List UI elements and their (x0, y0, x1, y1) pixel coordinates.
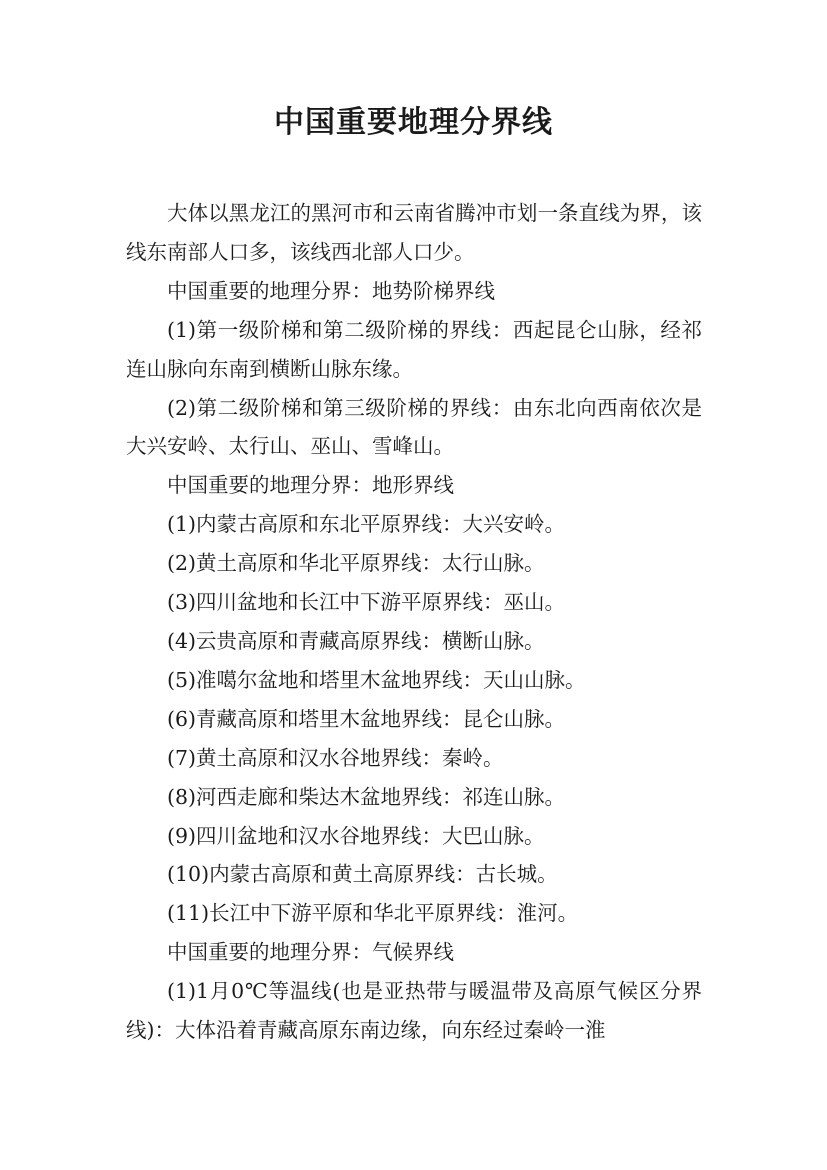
list-item: (8)河西走廊和柴达木盆地界线：祁连山脉。 (167, 784, 566, 809)
list-item: (2)黄土高原和华北平原界线：太行山脉。 (167, 551, 545, 576)
paragraph: 大体以黑龙江的黑河市和云南省腾冲市划一条直线为界，该线东南部人口多，该线西北部人口少。 (126, 201, 702, 264)
list-item: (7)黄土高原和汉水谷地界线：秦岭。 (167, 745, 504, 770)
list-item: (6)青藏高原和塔里木盆地界线：昆仑山脉。 (167, 706, 566, 731)
list-item: (4)云贵高原和青藏高原界线：横断山脉。 (167, 628, 545, 653)
list-item: (5)准噶尔盆地和塔里木盆地界线：天山山脉。 (167, 667, 586, 692)
paragraph: (1)第一级阶梯和第二级阶梯的界线：西起昆仑山脉，经祁连山脉向东南到横断山脉东缘。 (126, 317, 702, 381)
paragraph: (1)1月0℃等温线(也是亚热带与暖温带及高原气候区分界线)：大体沿着青藏高原东南边缘，向东经过秦岭一淮 (126, 979, 702, 1043)
section-heading: 中国重要的地理分界：地形界线 (167, 473, 454, 498)
list-item: (9)四川盆地和汉水谷地界线：大巴山脉。 (167, 823, 545, 848)
paragraph: (2)第二级阶梯和第三级阶梯的界线：由东北向西南依次是大兴安岭、太行山、巫山、雪峰山。 (126, 395, 702, 459)
list-item: (1)内蒙古高原和东北平原界线：大兴安岭。 (167, 512, 566, 537)
section-heading: 中国重要的地理分界：地势阶梯界线 (167, 278, 495, 303)
list-item: (11)长江中下游平原和华北平原界线：淮河。 (167, 901, 579, 926)
list-item: (3)四川盆地和长江中下游平原界线：巫山。 (167, 590, 566, 615)
section-heading: 中国重要的地理分界：气候界线 (167, 940, 454, 965)
document-title: 中国重要地理分界线 (274, 105, 553, 140)
document-body (126, 194, 702, 1050)
list-item: (10)内蒙古高原和黄土高原界线：古长城。 (167, 862, 558, 887)
